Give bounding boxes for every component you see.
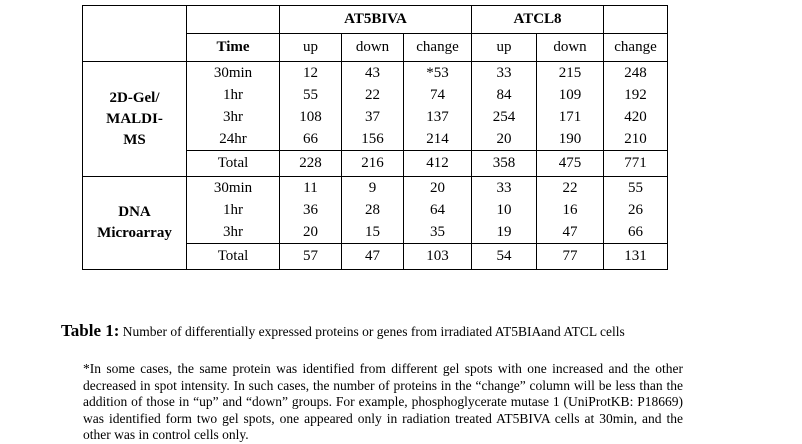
column-header-down: down — [537, 34, 604, 62]
section-label-line: 2D-Gel/ — [109, 89, 160, 106]
caption-text: Number of differentially expressed proteins or genes from irradiated AT5BIAand ATCL cells — [119, 324, 625, 339]
time-cell: 30min — [187, 62, 280, 85]
total-label: Total — [187, 244, 280, 270]
section-label-line: MALDI- — [106, 110, 163, 127]
value-cell: 192 — [604, 84, 668, 106]
value-cell: 137 — [404, 106, 472, 128]
value-cell: 214 — [404, 128, 472, 151]
header-blank-cell — [83, 34, 187, 62]
column-header-up: up — [280, 34, 342, 62]
value-cell: 28 — [342, 199, 404, 221]
total-cell: 57 — [280, 244, 342, 270]
value-cell: 156 — [342, 128, 404, 151]
value-cell: 254 — [472, 106, 537, 128]
results-table — [82, 5, 668, 270]
section-label-line: DNA — [118, 204, 151, 220]
value-cell: 210 — [604, 128, 668, 151]
value-cell: 64 — [404, 199, 472, 221]
column-header-change: change — [404, 34, 472, 62]
section-label-line: Microarray — [97, 225, 172, 241]
total-cell: 228 — [280, 151, 342, 177]
time-cell: 30min — [187, 177, 280, 200]
table-row — [83, 62, 668, 85]
total-label: Total — [187, 151, 280, 177]
group-header-atcl8: ATCL8 — [472, 6, 604, 34]
value-cell: 20 — [280, 221, 342, 244]
value-cell: 420 — [604, 106, 668, 128]
value-cell: 55 — [280, 84, 342, 106]
total-cell: 216 — [342, 151, 404, 177]
value-cell: 33 — [472, 62, 537, 85]
value-cell: 36 — [280, 199, 342, 221]
value-cell: 16 — [537, 199, 604, 221]
section-label-line: MS — [123, 131, 146, 148]
value-cell: 33 — [472, 177, 537, 200]
value-cell: 84 — [472, 84, 537, 106]
column-header-up: up — [472, 34, 537, 62]
time-cell: 3hr — [187, 221, 280, 244]
table-caption — [61, 321, 625, 341]
header-blank-cell — [604, 6, 668, 34]
sub-header-row — [83, 34, 668, 62]
value-cell: 66 — [280, 128, 342, 151]
value-cell: 15 — [342, 221, 404, 244]
header-blank-cell — [83, 6, 187, 34]
total-cell: 358 — [472, 151, 537, 177]
time-cell: 1hr — [187, 199, 280, 221]
caption-label: Table 1: — [61, 321, 120, 340]
column-header-change: change — [604, 34, 668, 62]
value-cell: 26 — [604, 199, 668, 221]
value-cell: 66 — [604, 221, 668, 244]
value-cell: 248 — [604, 62, 668, 85]
total-cell: 103 — [404, 244, 472, 270]
value-cell: 20 — [404, 177, 472, 200]
total-cell: 47 — [342, 244, 404, 270]
value-cell: 19 — [472, 221, 537, 244]
value-cell: 109 — [537, 84, 604, 106]
time-cell: 3hr — [187, 106, 280, 128]
value-cell: 11 — [280, 177, 342, 200]
column-header-time: Time — [187, 34, 280, 62]
value-cell: *53 — [404, 62, 472, 85]
section-label-dna-microarray — [83, 177, 187, 270]
value-cell: 190 — [537, 128, 604, 151]
value-cell: 12 — [280, 62, 342, 85]
total-cell: 475 — [537, 151, 604, 177]
header-blank-cell — [187, 6, 280, 34]
value-cell: 22 — [537, 177, 604, 200]
total-cell: 771 — [604, 151, 668, 177]
column-header-down: down — [342, 34, 404, 62]
total-cell: 54 — [472, 244, 537, 270]
value-cell: 74 — [404, 84, 472, 106]
value-cell: 37 — [342, 106, 404, 128]
value-cell: 22 — [342, 84, 404, 106]
value-cell: 20 — [472, 128, 537, 151]
section-label-2d-gel — [83, 62, 187, 177]
value-cell: 10 — [472, 199, 537, 221]
total-cell: 131 — [604, 244, 668, 270]
group-header-row — [83, 6, 668, 34]
value-cell: 215 — [537, 62, 604, 85]
time-cell: 1hr — [187, 84, 280, 106]
time-cell: 24hr — [187, 128, 280, 151]
total-cell: 412 — [404, 151, 472, 177]
group-header-at5biva: AT5BIVA — [280, 6, 472, 34]
total-cell: 77 — [537, 244, 604, 270]
value-cell: 35 — [404, 221, 472, 244]
value-cell: 55 — [604, 177, 668, 200]
footnote: *In some cases, the same protein was identified from different gel spots with one increased and the other decreased in spot intensity. In such cases, the number of proteins in the “change” column will be less than the addition of those in “up” and “down” groups. For example, phosphoglycerate mutase 1 (UniProtKB: P18669) was identified form two gel spots, one appeared only in radiation treated AT5BIVA cells at 30min, and the other was in control cells only. — [83, 361, 683, 443]
value-cell: 47 — [537, 221, 604, 244]
value-cell: 108 — [280, 106, 342, 128]
value-cell: 43 — [342, 62, 404, 85]
value-cell: 9 — [342, 177, 404, 200]
value-cell: 171 — [537, 106, 604, 128]
table-row — [83, 177, 668, 200]
